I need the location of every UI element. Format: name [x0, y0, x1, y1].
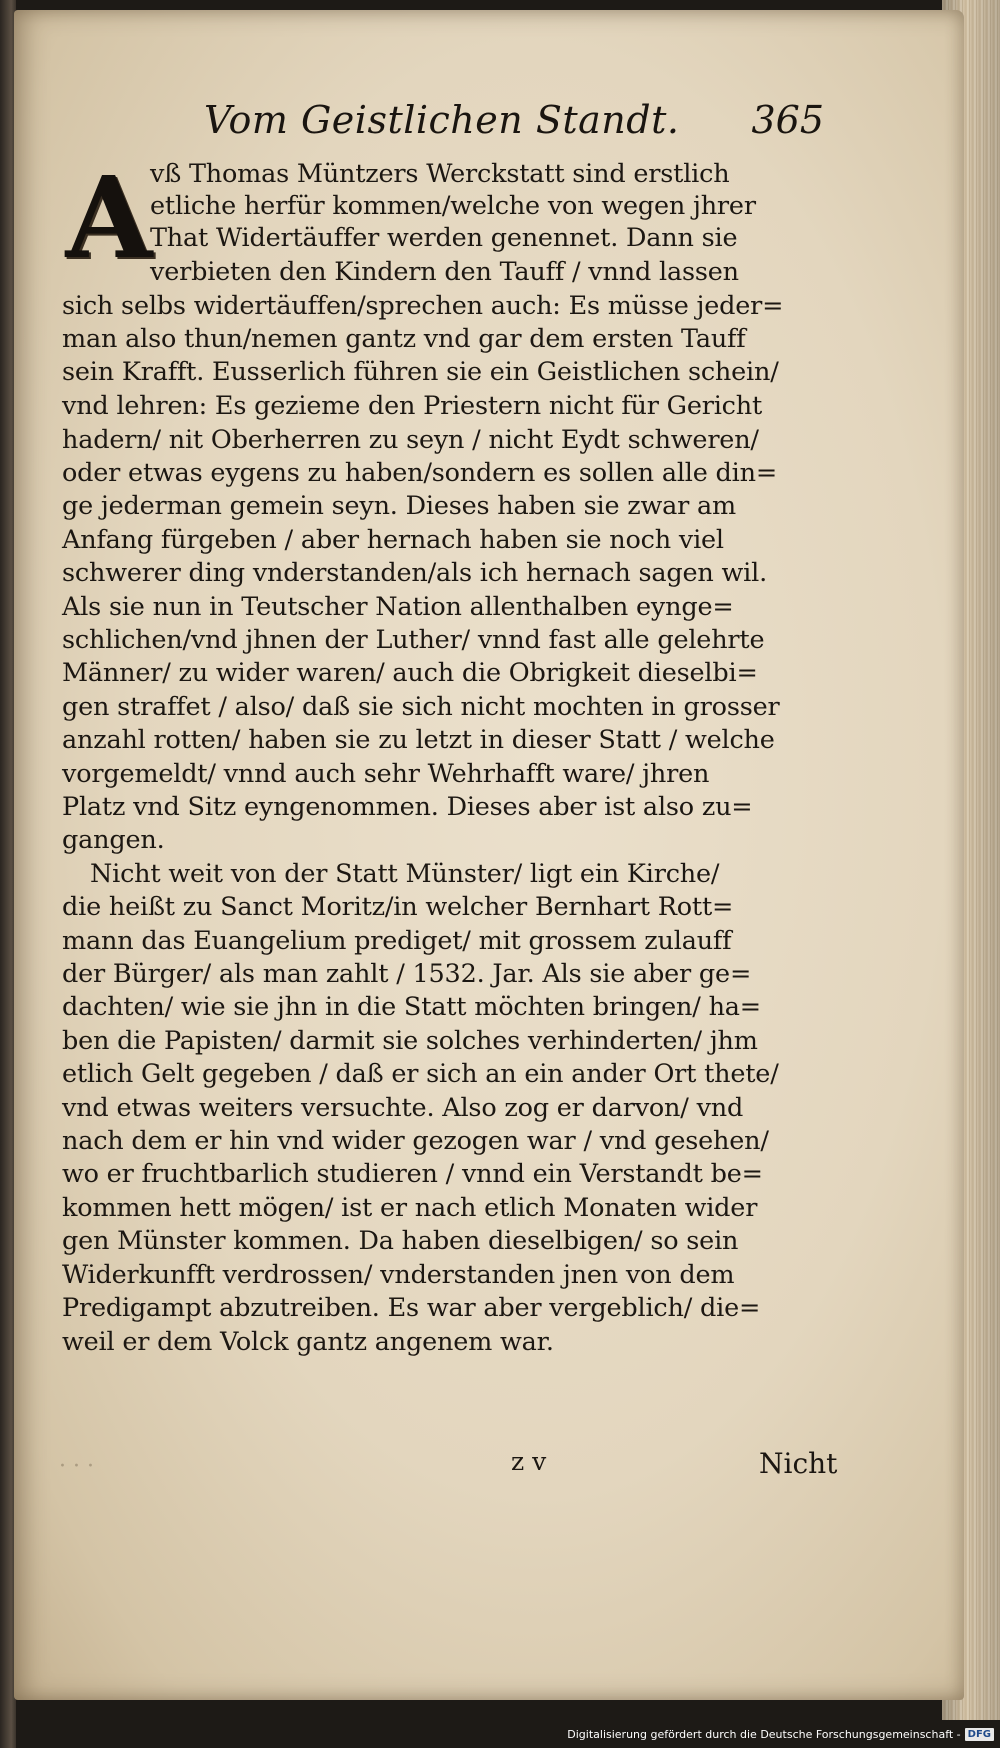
- text-line: vnd lehren: Es gezieme den Priestern nicht für Gericht: [62, 391, 763, 421]
- initial-letter: A: [65, 153, 153, 284]
- text-line: der Bürger/ als man zahlt / 1532. Jar. Als sie aber ge=: [62, 959, 752, 989]
- text-line: dachten/ wie sie jhn in die Statt möchten bringen/ ha=: [62, 992, 761, 1022]
- dfg-logo-icon: DFG: [965, 1728, 994, 1741]
- text-line: nach dem er hin vnd wider gezogen war / vnd gesehen/: [62, 1126, 769, 1156]
- signature-mark: z v: [511, 1447, 547, 1476]
- text-line: sein Krafft. Eusserlich führen sie ein Geistlichen schein/: [62, 357, 779, 387]
- text-line: man also thun/nemen gantz vnd gar dem ersten Tauff: [62, 324, 746, 354]
- show-through-bleed: · · ·: [59, 1454, 94, 1479]
- text-line: kommen hett mögen/ ist er nach etlich Monaten wider: [62, 1193, 758, 1223]
- text-line: etliche herfür kommen/welche von wegen jhrer: [150, 191, 756, 221]
- text-line: hadern/ nit Oberherren zu seyn / nicht Eydt schweren/: [62, 425, 759, 455]
- text-line: gen straffet / also/ daß sie sich nicht mochten in grosser: [62, 692, 780, 722]
- text-line: Als sie nun in Teutscher Nation allenthalben eynge=: [62, 592, 734, 622]
- text-line: vorgemeldt/ vnnd auch sehr Wehrhafft ware/ jhren: [62, 759, 710, 789]
- text-line: schlichen/vnd jhnen der Luther/ vnnd fast alle gelehrte: [62, 625, 765, 655]
- decorated-initial: [65, 153, 153, 284]
- text-line: weil er dem Volck gantz angenem war.: [62, 1327, 554, 1357]
- text-line: gangen.: [62, 825, 165, 855]
- text-line: oder etwas eygens zu haben/sondern es sollen alle din=: [62, 458, 777, 488]
- text-line: ben die Papisten/ darmit sie solches verhinderten/ jhm: [62, 1026, 758, 1056]
- text-line: sich selbs widertäuffen/sprechen auch: Es müsse jeder=: [62, 291, 784, 321]
- text-line: ge jederman gemein seyn. Dieses haben sie zwar am: [62, 491, 737, 521]
- text-line: gen Münster kommen. Da haben dieselbigen/ so sein: [62, 1226, 739, 1256]
- page-footer: [14, 1447, 964, 1487]
- text-line: vß Thomas Müntzers Werckstatt sind erstlich: [150, 159, 730, 189]
- catchword: Nicht: [759, 1447, 838, 1480]
- text-line: mann das Euangelium prediget/ mit grossem zulauff: [62, 926, 732, 956]
- credit-text: Digitalisierung gefördert durch die Deutsche Forschungsgemeinschaft -: [567, 1727, 961, 1741]
- text-line: Nicht weit von der Statt Münster/ ligt ein Kirche/: [90, 859, 720, 889]
- page-number: 365: [751, 98, 824, 142]
- book-page: [14, 10, 964, 1700]
- text-line: etlich Gelt gegeben / daß er sich an ein ander Ort thete/: [62, 1059, 779, 1089]
- running-title: Vom Geistlichen Standt.: [204, 98, 680, 142]
- text-line: Männer/ zu wider waren/ auch die Obrigkeit dieselbi=: [62, 658, 758, 688]
- text-line: verbieten den Kindern den Tauff / vnnd lassen: [150, 257, 739, 287]
- text-line: vnd etwas weiters versuchte. Also zog er darvon/ vnd: [62, 1093, 744, 1123]
- text-line: That Widertäuffer werden genennet. Dann sie: [150, 223, 738, 253]
- digitization-credit: [567, 1724, 994, 1744]
- text-line: die heißt zu Sanct Moritz/in welcher Bernhart Rott=: [62, 892, 734, 922]
- text-line: Widerkunfft verdrossen/ vnderstanden jnen von dem: [62, 1260, 735, 1290]
- text-line: Anfang fürgeben / aber hernach haben sie noch viel: [62, 525, 724, 555]
- text-line: Platz vnd Sitz eyngenommen. Dieses aber ist also zu=: [62, 792, 753, 822]
- text-line: anzahl rotten/ haben sie zu letzt in dieser Statt / welche: [62, 725, 775, 755]
- text-line: Predigampt abzutreiben. Es war aber vergeblich/ die=: [62, 1293, 761, 1323]
- text-line: schwerer ding vnderstanden/als ich hernach sagen wil.: [62, 558, 767, 588]
- text-line: wo er fruchtbarlich studieren / vnnd ein Verstandt be=: [62, 1159, 763, 1189]
- running-head: [204, 98, 824, 148]
